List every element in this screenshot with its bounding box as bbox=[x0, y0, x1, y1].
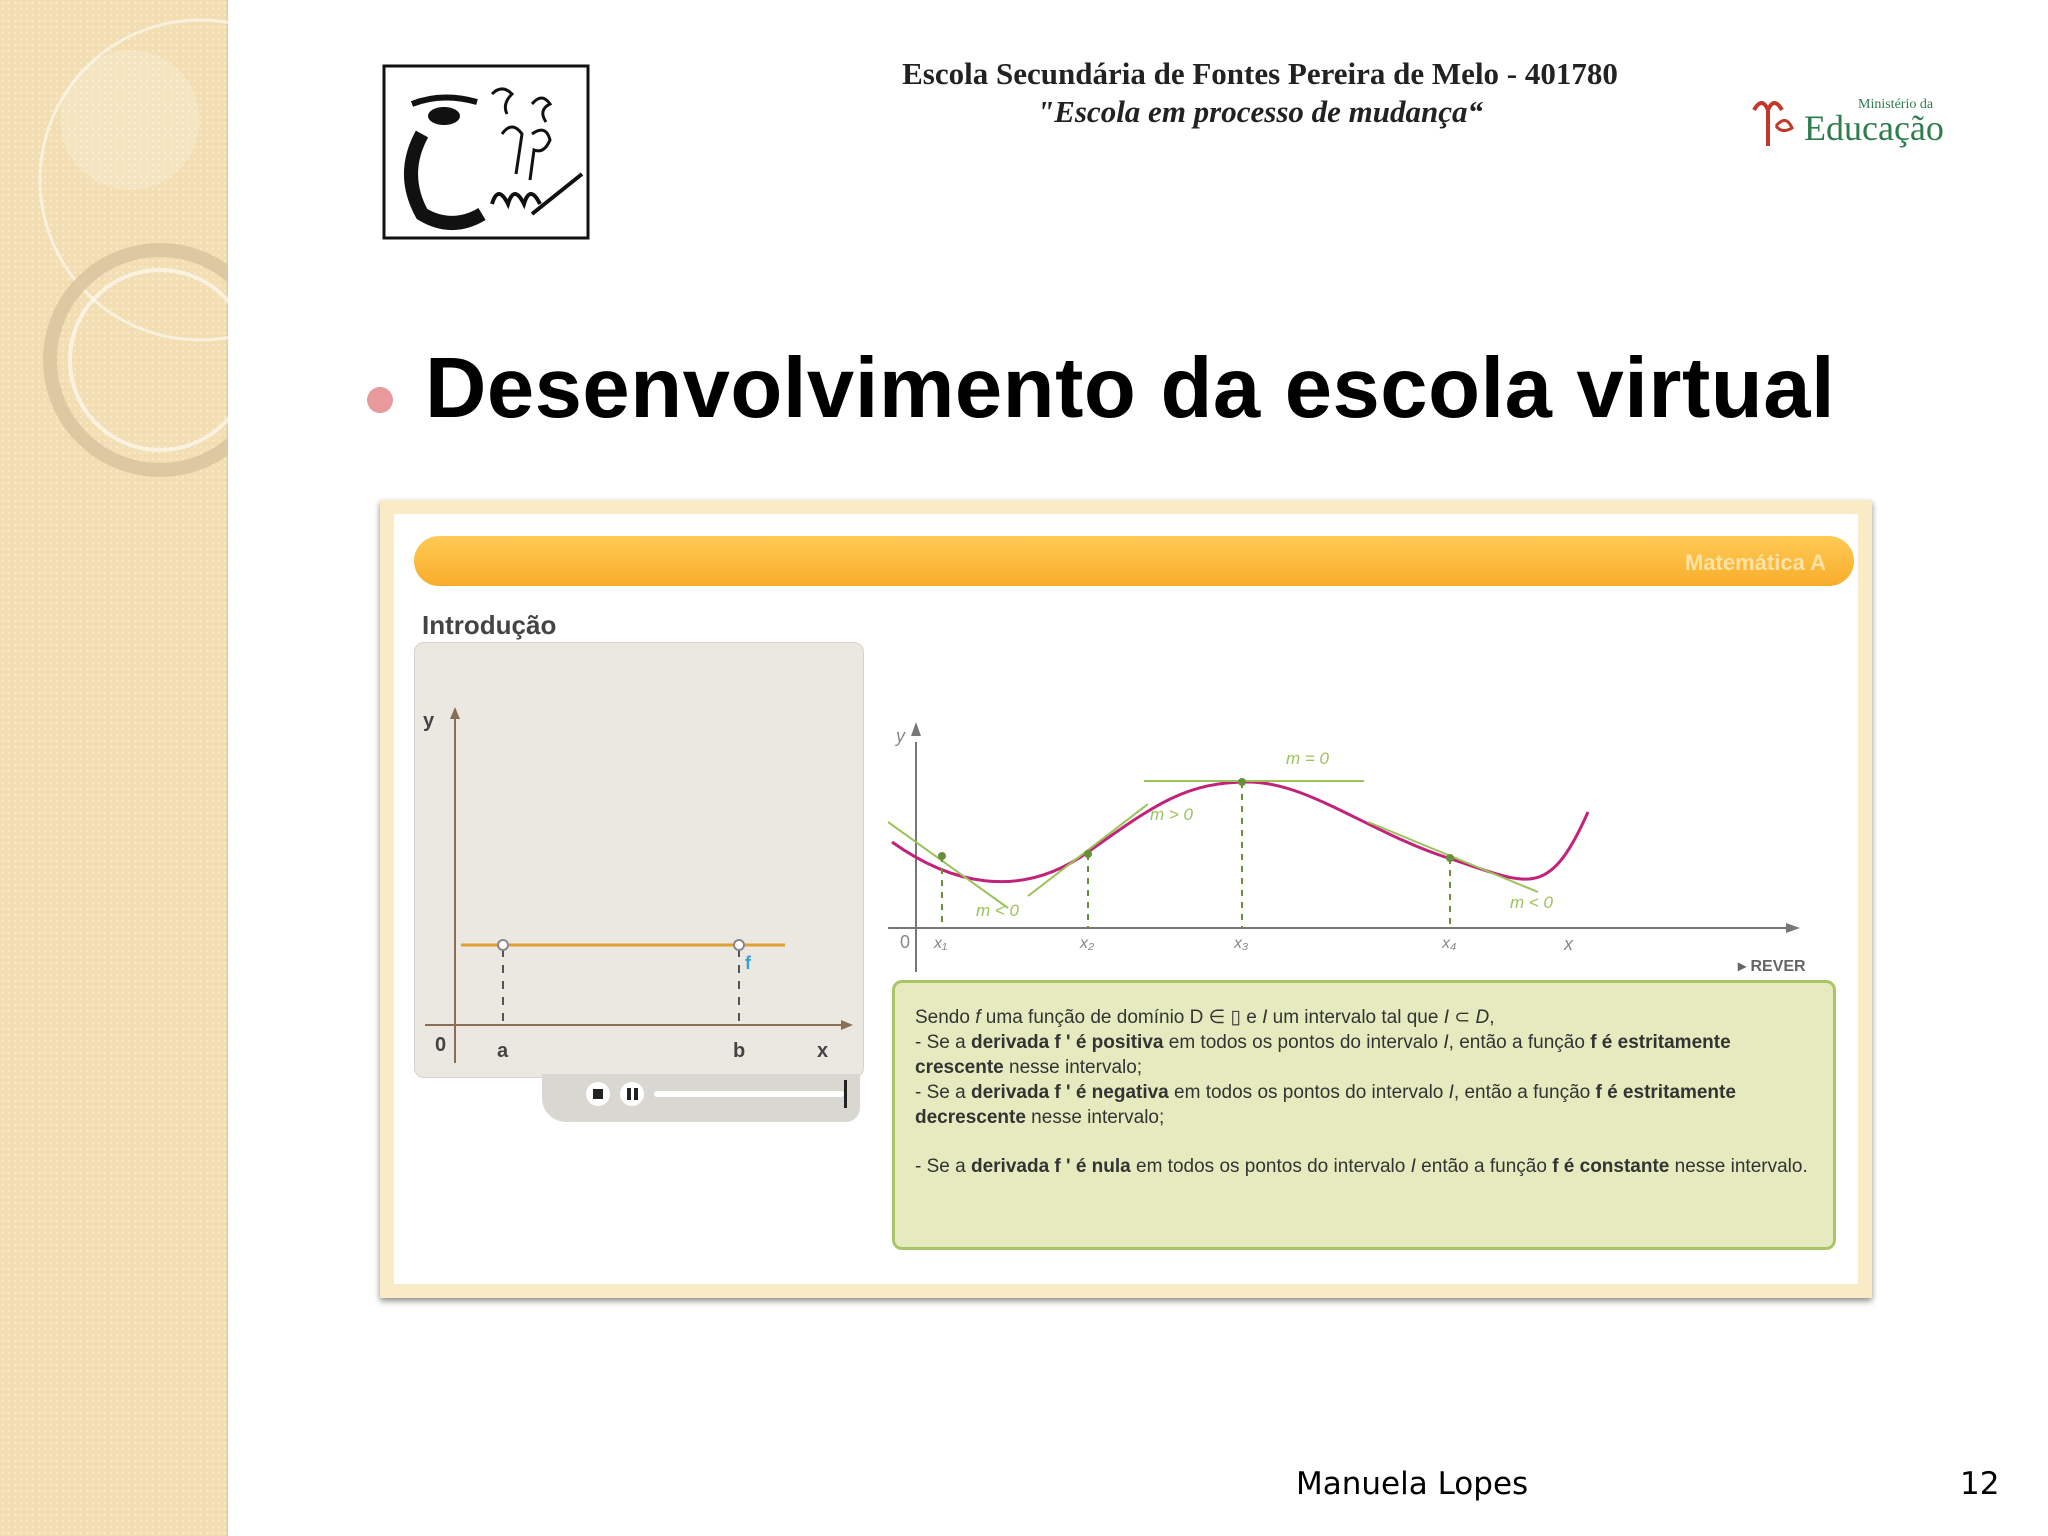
m-negative-label-2: m < 0 bbox=[1510, 893, 1553, 912]
rever-button[interactable]: ▸ REVER bbox=[1738, 958, 1806, 975]
screenshot-content bbox=[394, 514, 1858, 1284]
function-curve bbox=[892, 782, 1588, 882]
school-motto: "Escola em processo de mudança“ bbox=[1036, 94, 1484, 129]
bullet-icon bbox=[367, 387, 393, 413]
m-zero-label: m = 0 bbox=[1286, 749, 1329, 768]
pause-button[interactable] bbox=[620, 1082, 644, 1106]
x-axis-arrow bbox=[841, 1020, 853, 1030]
theorem-textbox bbox=[892, 980, 1836, 1250]
origin-label: 0 bbox=[435, 1034, 447, 1056]
intro-paragraph: Sendo f uma função de domínio D ∈ ▯ e I um intervalo tal que I ⊂ D, - Se a derivada f ' é positiva em todos os pontos do intervalo I, então a função f é estritamente crescente nesse intervalo; bbox=[915, 1007, 1731, 1078]
zero-paragraph: - Se a derivada f ' é nula em todos os pontos do intervalo I então a função f é constante nesse intervalo. bbox=[915, 1156, 1808, 1177]
negative-paragraph: - Se a derivada f ' é negativa em todos os pontos do intervalo I, então a função f é estritamente decrescente nesse intervalo; bbox=[915, 1082, 1736, 1128]
point-b bbox=[734, 940, 744, 950]
x-label: x bbox=[817, 1040, 829, 1062]
decorative-rings bbox=[0, 0, 228, 520]
stop-button[interactable] bbox=[586, 1082, 610, 1106]
derivative-sign-graph bbox=[888, 642, 1848, 982]
progress-handle[interactable] bbox=[844, 1080, 847, 1108]
tangent-x1 bbox=[888, 822, 1008, 908]
animation-panel bbox=[414, 642, 864, 1078]
subject-label: Matemática A bbox=[1684, 550, 1826, 575]
big-origin-label: 0 bbox=[900, 932, 911, 952]
progress-track[interactable] bbox=[654, 1091, 844, 1097]
y-axis-arrow bbox=[450, 707, 460, 719]
svg-text:Educação: Educação bbox=[1804, 108, 1944, 148]
point-a bbox=[498, 940, 508, 950]
page-number: 12 bbox=[1960, 1466, 2000, 1502]
stop-icon bbox=[593, 1089, 603, 1099]
m-positive-label: m > 0 bbox=[1150, 805, 1193, 824]
decorative-sidebar bbox=[0, 0, 228, 1536]
pause-icon bbox=[627, 1088, 631, 1100]
header-bar bbox=[414, 536, 1854, 586]
x3-label: x₃ bbox=[1234, 935, 1249, 952]
animation-controls bbox=[542, 1074, 860, 1122]
a-label: a bbox=[497, 1040, 509, 1062]
x4-label: x₄ bbox=[1442, 935, 1457, 952]
embedded-screenshot bbox=[380, 500, 1872, 1298]
section-title: Introdução bbox=[422, 610, 557, 640]
school-name: Escola Secundária de Fontes Pereira de Melo - 401780 bbox=[902, 56, 1618, 91]
svg-text:Ministério da: Ministério da bbox=[1858, 97, 1934, 112]
m-negative-label-1: m < 0 bbox=[976, 901, 1019, 920]
school-logo bbox=[382, 64, 590, 240]
big-x-label: x bbox=[1564, 934, 1573, 954]
slide-title: Desenvolvimento da escola virtual bbox=[425, 341, 1836, 436]
footer-author: Manuela Lopes bbox=[1296, 1466, 1529, 1502]
big-y-label: y bbox=[896, 726, 905, 746]
b-label: b bbox=[733, 1040, 746, 1062]
constant-function-graph bbox=[415, 643, 863, 1077]
x1-label: x₁ bbox=[934, 935, 948, 952]
y-label: y bbox=[423, 710, 435, 732]
f-label: f bbox=[745, 953, 751, 973]
x2-label: x₂ bbox=[1080, 935, 1095, 952]
ministry-logo bbox=[1748, 92, 1948, 152]
